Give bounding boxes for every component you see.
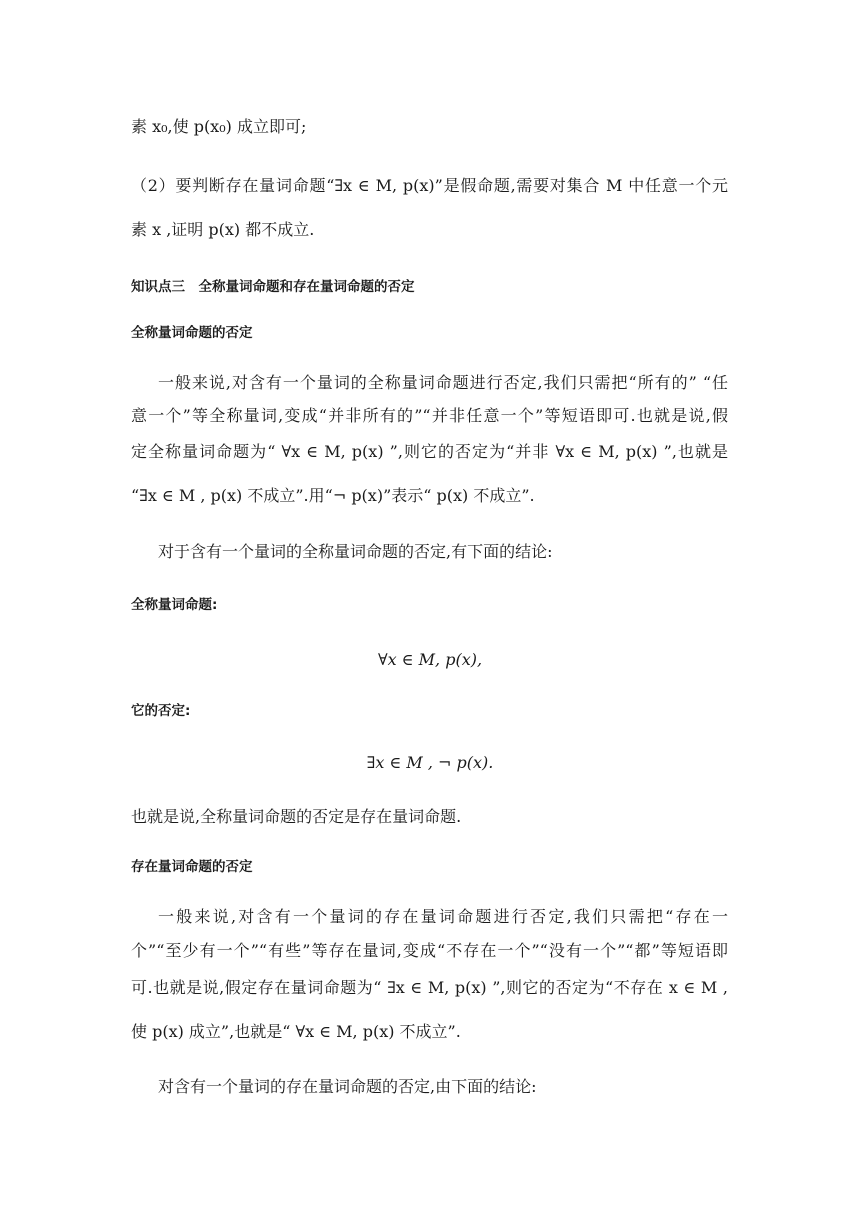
text-line-17: 一般来说,对含有一个量词的存在量词命题进行否定,我们只需把“存在一: [158, 907, 728, 926]
text-line-21: 对含有一个量词的存在量词命题的否定,由下面的结论:: [158, 1077, 537, 1096]
text-line-6: 一般来说,对含有一个量词的全称量词命题进行否定,我们只需把“所有的” “任: [158, 373, 728, 392]
text-line-7: 意一个”等全称量词,变成“并非所有的”“并非任意一个”等短语即可.也就是说,假: [131, 406, 728, 425]
text-line-18: 个”“至少有一个”“有些”等存在量词,变成“不存在一个”“没有一个”“都”等短语即: [131, 941, 728, 960]
text-line-10: 对于含有一个量词的全称量词命题的否定,有下面的结论:: [158, 542, 553, 561]
text-line-19: 可.也就是说,假定存在量词命题为“ ∃x ∈ M, p(x) ”,则它的否定为“不存在 x ∈ M ,: [131, 978, 728, 997]
text-line-15: 也就是说,全称量词命题的否定是存在量词命题.: [131, 807, 462, 826]
formula-universal: ∀x ∈ M, p(x),: [377, 650, 483, 669]
text-line-3: 素 x ,证明 p(x) 都不成立.: [131, 220, 315, 239]
text-line-2: （2）要判断存在量词命题“∃x ∈ M, p(x)”是假命题,需要对集合 M 中任意一个元: [131, 176, 728, 195]
label-its-negation: 它的否定:: [131, 703, 191, 719]
formula-negation: ∃x ∈ M , ¬ p(x).: [366, 753, 494, 772]
subheading-universal-negation: 全称量词命题的否定: [131, 325, 253, 341]
text-line-20: 使 p(x) 成立”,也就是“ ∀x ∈ M, p(x) 不成立”.: [131, 1022, 461, 1041]
subheading-existential-negation: 存在量词命题的否定: [131, 859, 253, 875]
text-line-1: 素 x₀,使 p(x₀) 成立即可;: [131, 117, 307, 136]
label-universal-proposition: 全称量词命题:: [131, 597, 218, 613]
text-line-8: 定全称量词命题为“ ∀x ∈ M, p(x) ”,则它的否定为“并非 ∀x ∈ M, p(x) ”,也就是: [131, 442, 728, 461]
text-line-9: “∃x ∈ M , p(x) 不成立”.用“¬ p(x)”表示“ p(x) 不成立”.: [131, 486, 535, 505]
section-heading-knowledge-point-3: 知识点三 全称量词命题和存在量词命题的否定: [131, 279, 415, 295]
